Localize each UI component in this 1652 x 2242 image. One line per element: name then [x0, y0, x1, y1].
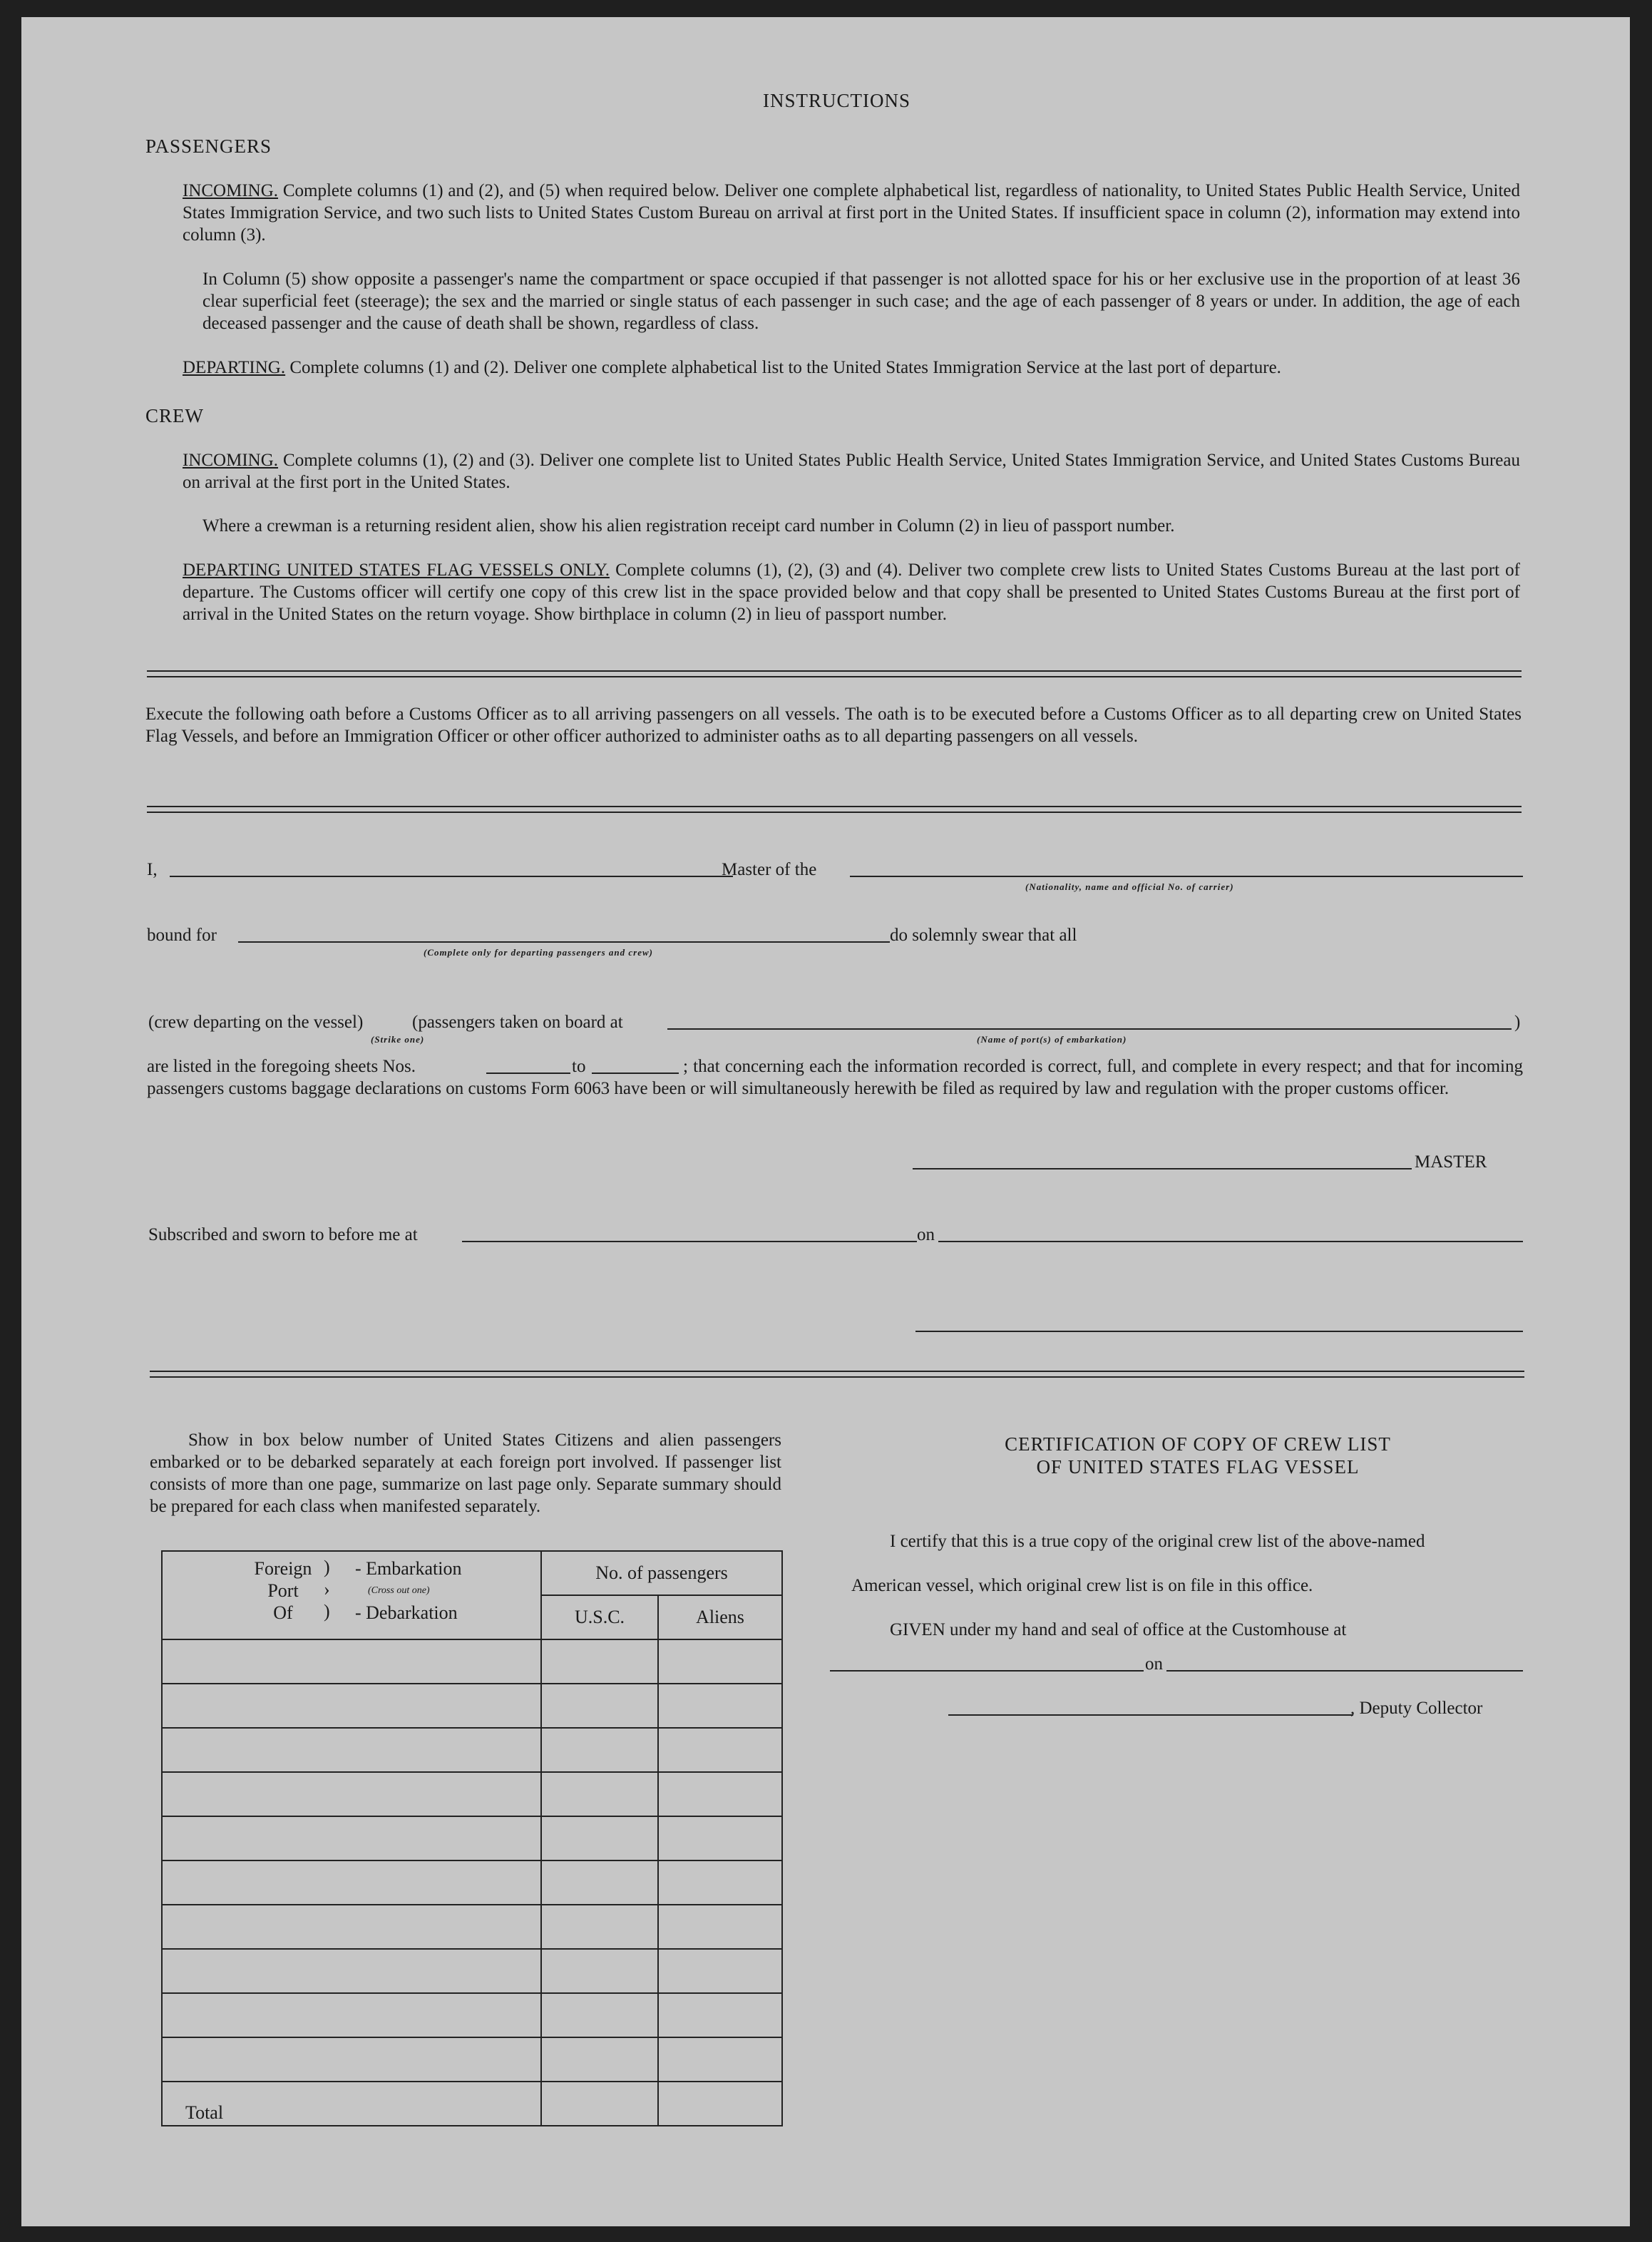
crew-incoming-text: Complete columns (1), (2) and (3). Deliver one complete list to United States Public Health Service, United States Immigration Service, and United States Customs Bureau on arrival at the first port in the United States. [183, 451, 1520, 492]
foreign-label: Foreign [254, 1558, 312, 1579]
table-row [162, 1816, 782, 1860]
listed-rest: ; that concerning each the information recorded is correct, full, and complete in every respect; and that for incoming passengers customs baggage declarations on customs Form 6063 have been or will simultaneously herewith be filed as required by law and regulation with the proper customs officer. [147, 1057, 1523, 1098]
crew-departing-paragraph [183, 559, 1520, 625]
cross-out-caption: (Cross out one) [368, 1585, 430, 1596]
master-name-field[interactable] [170, 876, 733, 877]
ports-caption: (Name of port(s) of embarkation) [977, 1034, 1127, 1045]
usc-cell[interactable] [541, 2037, 658, 2082]
table-row [162, 2037, 782, 2082]
total-row [162, 2082, 782, 2126]
aliens-cell[interactable] [658, 1772, 782, 1816]
certify-line-2: American vessel, which original crew list is on file in this office. [851, 1576, 1313, 1595]
crew-departing-text: Complete columns (1), (2), (3) and (4). Deliver two complete crew lists to United States Customs Bureau at the last port of departure. The Customs officer will certify one copy of this crew list in the space provided below and that copy shall be presented to United States Customs Bureau at the first port of arrival in the United States on the return voyage. Show birthplace in column (2) in lieu of passport number. [183, 560, 1520, 624]
page-title: INSTRUCTIONS [763, 90, 911, 111]
bound-for-label: bound for [147, 926, 217, 945]
listed-prefix: are listed in the foregoing sheets Nos. [147, 1057, 416, 1076]
port-cell[interactable] [162, 1684, 541, 1728]
table-row [162, 1728, 782, 1772]
master-signature-field[interactable] [913, 1168, 1412, 1169]
table-row [162, 1860, 782, 1905]
cert-date-field[interactable] [1166, 1670, 1523, 1672]
port-cell[interactable] [162, 1860, 541, 1905]
oath-intro: Execute the following oath before a Customs Officer as to all arriving passengers on all vessels. The oath is to be executed before a Customs Officer as to all departing crew on United States Flag Vessels, and before an Immigration Officer or other officer authorized to administer oaths as to all departing passengers on all vessels. [145, 705, 1522, 746]
strike-one-caption: (Strike one) [371, 1034, 425, 1045]
usc-total-cell[interactable] [541, 2082, 658, 2126]
carrier-field[interactable] [850, 876, 1523, 877]
aliens-total-cell[interactable] [658, 2082, 782, 2126]
passengers-incoming-paragraph [183, 180, 1520, 246]
usc-cell[interactable] [541, 1860, 658, 1905]
passenger-summary-table [161, 1550, 783, 2126]
subscribed-date-field[interactable] [938, 1241, 1523, 1242]
close-paren: ) [1514, 1013, 1521, 1032]
table-row [162, 1993, 782, 2037]
crew-resident-paragraph: Where a crewman is a returning resident alien, show his alien registration receipt card number in Column (2) in lieu of passport number. [202, 516, 1175, 536]
passengers-taken-option: (passengers taken on board at [412, 1013, 623, 1032]
customhouse-field[interactable] [830, 1670, 1144, 1672]
table-row [162, 1772, 782, 1816]
embarkation-ports-field[interactable] [667, 1028, 1512, 1030]
bracket-glyph: ) › ) [324, 1557, 330, 1622]
passengers-incoming-text: Complete columns (1) and (2), and (5) when required below. Deliver one complete alphabetical list, regardless of nationality, to United States Public Health Service, United States Immigration Service, and two such lists to United States Custom Bureau on arrival at first port in the United States. If insufficient space in column (2), information may extend into column (3). [183, 181, 1521, 245]
embarkation-label: - Embarkation [355, 1558, 462, 1579]
summary-instructions: Show in box below number of United States Citizens and alien passengers embarked or to be debarked separately at each foreign port involved. If passenger list consists of more than one page, summarize on last page only. Separate summary should be prepared for each class when manifested separately. [150, 1430, 781, 1516]
table-row [162, 1639, 782, 1684]
port-cell[interactable] [162, 2037, 541, 2082]
subscribed-label: Subscribed and sworn to before me at [148, 1225, 418, 1244]
passengers-column5-paragraph: In Column (5) show opposite a passenger's name the compartment or space occupied if that passenger is not allotted space for his or her exclusive use in the proportion of at least 36 clear superficial feet (steerage); the sex and the married or single status of each passenger in such case; and the age of each passenger of 8 years or under. In addition, the age of each deceased passenger and the cause of death shall be shown, regardless of class. [202, 270, 1520, 333]
usc-cell[interactable] [541, 1993, 658, 2037]
port-label: Port [267, 1580, 299, 1601]
passengers-incoming-label: INCOMING. [183, 181, 279, 200]
usc-header: U.S.C. [541, 1595, 658, 1639]
aliens-cell[interactable] [658, 1684, 782, 1728]
passengers-heading: PASSENGERS [145, 135, 272, 157]
crew-heading: CREW [145, 405, 204, 426]
aliens-cell[interactable] [658, 1949, 782, 1993]
aliens-cell[interactable] [658, 1816, 782, 1860]
table-row [162, 1949, 782, 1993]
crew-incoming-paragraph [183, 449, 1520, 493]
master-label: MASTER [1415, 1152, 1487, 1172]
passengers-departing-paragraph [183, 357, 1520, 379]
divider [147, 670, 1522, 677]
table-row [162, 1684, 782, 1728]
aliens-header: Aliens [658, 1595, 782, 1639]
crew-departing-option: (crew departing on the vessel) [148, 1013, 364, 1032]
usc-cell[interactable] [541, 1639, 658, 1684]
of-label: Of [273, 1602, 293, 1623]
aliens-cell[interactable] [658, 1905, 782, 1949]
aliens-cell[interactable] [658, 1639, 782, 1684]
total-label: Total [162, 2082, 541, 2126]
port-cell[interactable] [162, 1728, 541, 1772]
usc-cell[interactable] [541, 1949, 658, 1993]
port-cell[interactable] [162, 1772, 541, 1816]
no-of-passengers-header: No. of passengers [541, 1551, 782, 1595]
certification-heading-2: OF UNITED STATES FLAG VESSEL [1036, 1456, 1360, 1478]
swear-text: do solemnly swear that all [890, 926, 1077, 945]
bound-for-field[interactable] [238, 941, 890, 943]
aliens-cell[interactable] [658, 2037, 782, 2082]
aliens-cell[interactable] [658, 1993, 782, 2037]
to-label: to [572, 1057, 586, 1076]
oath-i-label: I, [147, 860, 158, 879]
deputy-collector-label: , Deputy Collector [1350, 1699, 1483, 1718]
usc-cell[interactable] [541, 1684, 658, 1728]
usc-cell[interactable] [541, 1905, 658, 1949]
cert-on-label: on [1145, 1654, 1163, 1674]
passengers-departing-label: DEPARTING. [183, 358, 286, 377]
divider [150, 1371, 1524, 1378]
subscribed-place-field[interactable] [462, 1241, 917, 1242]
on-label: on [917, 1225, 935, 1244]
crew-departing-label: DEPARTING UNITED STATES FLAG VESSELS ONLY. [183, 560, 610, 580]
debarkation-label: - Debarkation [355, 1602, 458, 1623]
given-text: GIVEN under my hand and seal of office at the Customhouse at [890, 1620, 1347, 1639]
port-cell[interactable] [162, 1816, 541, 1860]
deputy-signature-field[interactable] [948, 1714, 1353, 1716]
passengers-departing-text: Complete columns (1) and (2). Deliver one complete alphabetical list to the United States Immigration Service at the last port of departure. [289, 358, 1281, 377]
divider [147, 806, 1522, 813]
port-cell[interactable] [162, 1993, 541, 2037]
usc-cell[interactable] [541, 1816, 658, 1860]
port-cell[interactable] [162, 1639, 541, 1684]
usc-cell[interactable] [541, 1728, 658, 1772]
foreign-port-header [162, 1551, 541, 1639]
crew-incoming-label: INCOMING. [183, 451, 279, 470]
aliens-cell[interactable] [658, 1728, 782, 1772]
certification-heading-1: CERTIFICATION OF COPY OF CREW LIST [1005, 1433, 1391, 1455]
nationality-caption: (Nationality, name and official No. of carrier) [1025, 881, 1234, 892]
aliens-cell[interactable] [658, 1860, 782, 1905]
bound-caption: (Complete only for departing passengers and crew) [424, 947, 653, 958]
usc-cell[interactable] [541, 1772, 658, 1816]
table-row [162, 1905, 782, 1949]
officer-signature-field[interactable] [915, 1331, 1523, 1332]
form-page [21, 17, 1630, 2226]
port-cell[interactable] [162, 1905, 541, 1949]
port-cell[interactable] [162, 1949, 541, 1993]
certify-line-1: I certify that this is a true copy of the original crew list of the above-named [890, 1532, 1425, 1551]
master-of-label: Master of the [722, 860, 817, 879]
